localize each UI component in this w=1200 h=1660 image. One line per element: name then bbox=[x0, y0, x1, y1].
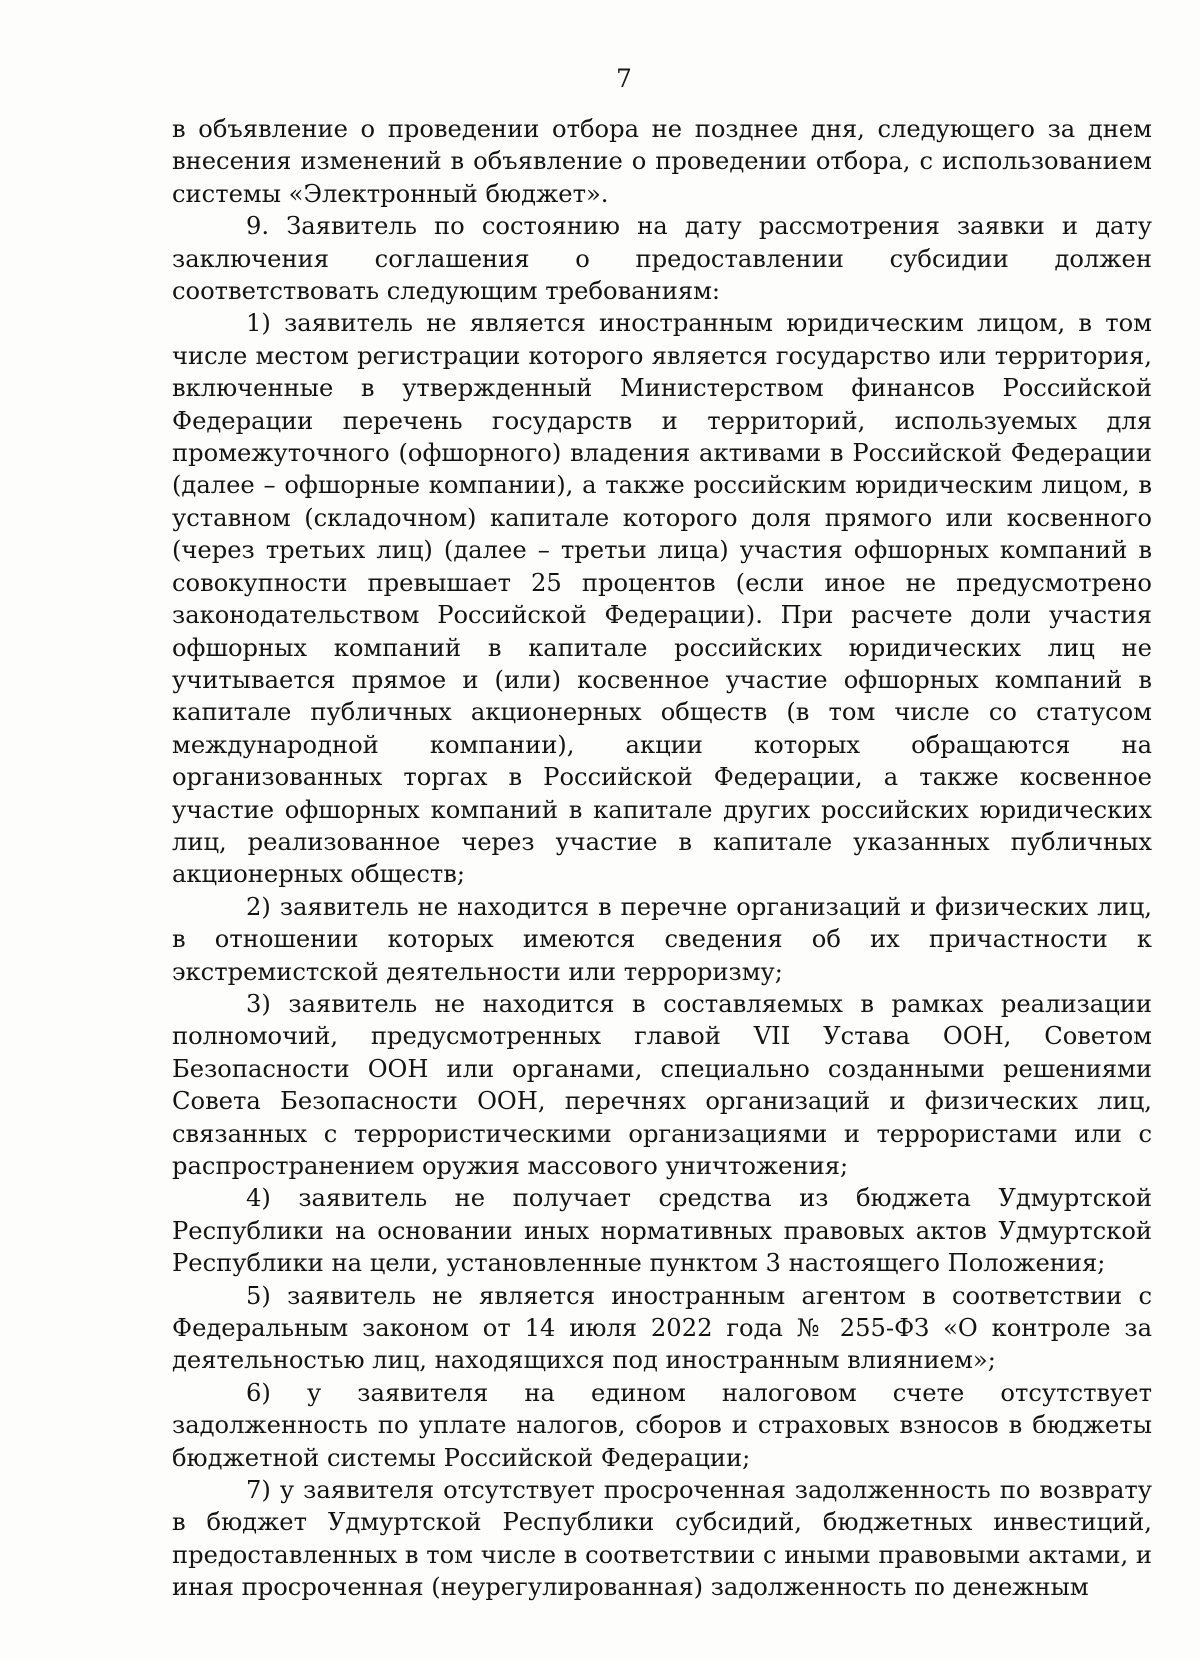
paragraph-subitem-5: 5) заявитель не является иностранным агентом в соответствии с Федеральным законом от 14 июля 2022 года № 255-ФЗ «О контроле за деятельностью лиц, находящихся под иностранным влиянием»; bbox=[172, 1281, 1152, 1375]
paragraph-subitem-2: 2) заявитель не находится в перечне организаций и физических лиц, в отношении которых имеются сведения об их причастности к экстремистской деятельности или терроризму; bbox=[172, 892, 1152, 986]
paragraph-subitem-1: 1) заявитель не является иностранным юридическим лицом, в том числе местом регистрации которого является государство или территория, включенные в утвержденный Министерством финансов Российской Федерации перечень государств и территорий, используемых для промежуточного (офшорного) владения активами в Российской Федерации (далее – офшорные компании), а также российским юридическим лицом, в уставном (складочном) капитале которого доля прямого или косвенного (через третьих лиц) (далее – третьи лица) участия офшорных компаний в совокупности превышает 25 процентов (если иное не предусмотрено законодательством Российской Федерации). При расчете доли участия офшорных компаний в капитале российских юридических лиц не учитывается прямое и (или) косвенное участие офшорных компаний в капитале публичных акционерных обществ (в том числе со статусом международной компании), акции которых обращаются на организованных торгах в Российской Федерации, а также косвенное участие офшорных компаний в капитале других российских юридических лиц, реализованное через участие в капитале указанных публичных акционерных обществ; bbox=[172, 309, 1152, 889]
paragraph-item-9: 9. Заявитель по состоянию на дату рассмотрения заявки и дату заключения соглашения о предоставлении субсидии должен соответствовать следующим требованиям: bbox=[172, 212, 1152, 306]
page-number: 7 bbox=[616, 64, 632, 93]
paragraph-subitem-6: 6) у заявителя на едином налоговом счете отсутствует задолженность по уплате налогов, сборов и страховых взносов в бюджеты бюджетной системы Российской Федерации; bbox=[172, 1378, 1152, 1472]
paragraph-subitem-4: 4) заявитель не получает средства из бюджета Удмуртской Республики на основании иных нормативных правовых актов Удмуртской Республики на цели, установленные пунктом 3 настоящего Положения; bbox=[172, 1184, 1152, 1278]
document-body bbox=[172, 113, 1152, 1604]
paragraph-subitem-7: 7) у заявителя отсутствует просроченная задолженность по возврату в бюджет Удмуртской Республики субсидий, бюджетных инвестиций, предоставленных в том числе в соответствии с иными правовыми актами, и иная просроченная (неурегулированная) задолженность по денежным bbox=[172, 1476, 1152, 1602]
paragraph-subitem-3: 3) заявитель не находится в составляемых в рамках реализации полномочий, предусмотренных главой VII Устава ООН, Советом Безопасности ООН или органами, специально созданными решениями Совета Безопасности ООН, перечнях организаций и физических лиц, связанных с террористическими организациями и террористами или с распространением оружия массового уничтожения; bbox=[172, 989, 1152, 1180]
paragraph-continuation: в объявление о проведении отбора не позднее дня, следующего за днем внесения изменений в объявление о проведении отбора, с использованием системы «Электронный бюджет». bbox=[172, 115, 1152, 208]
